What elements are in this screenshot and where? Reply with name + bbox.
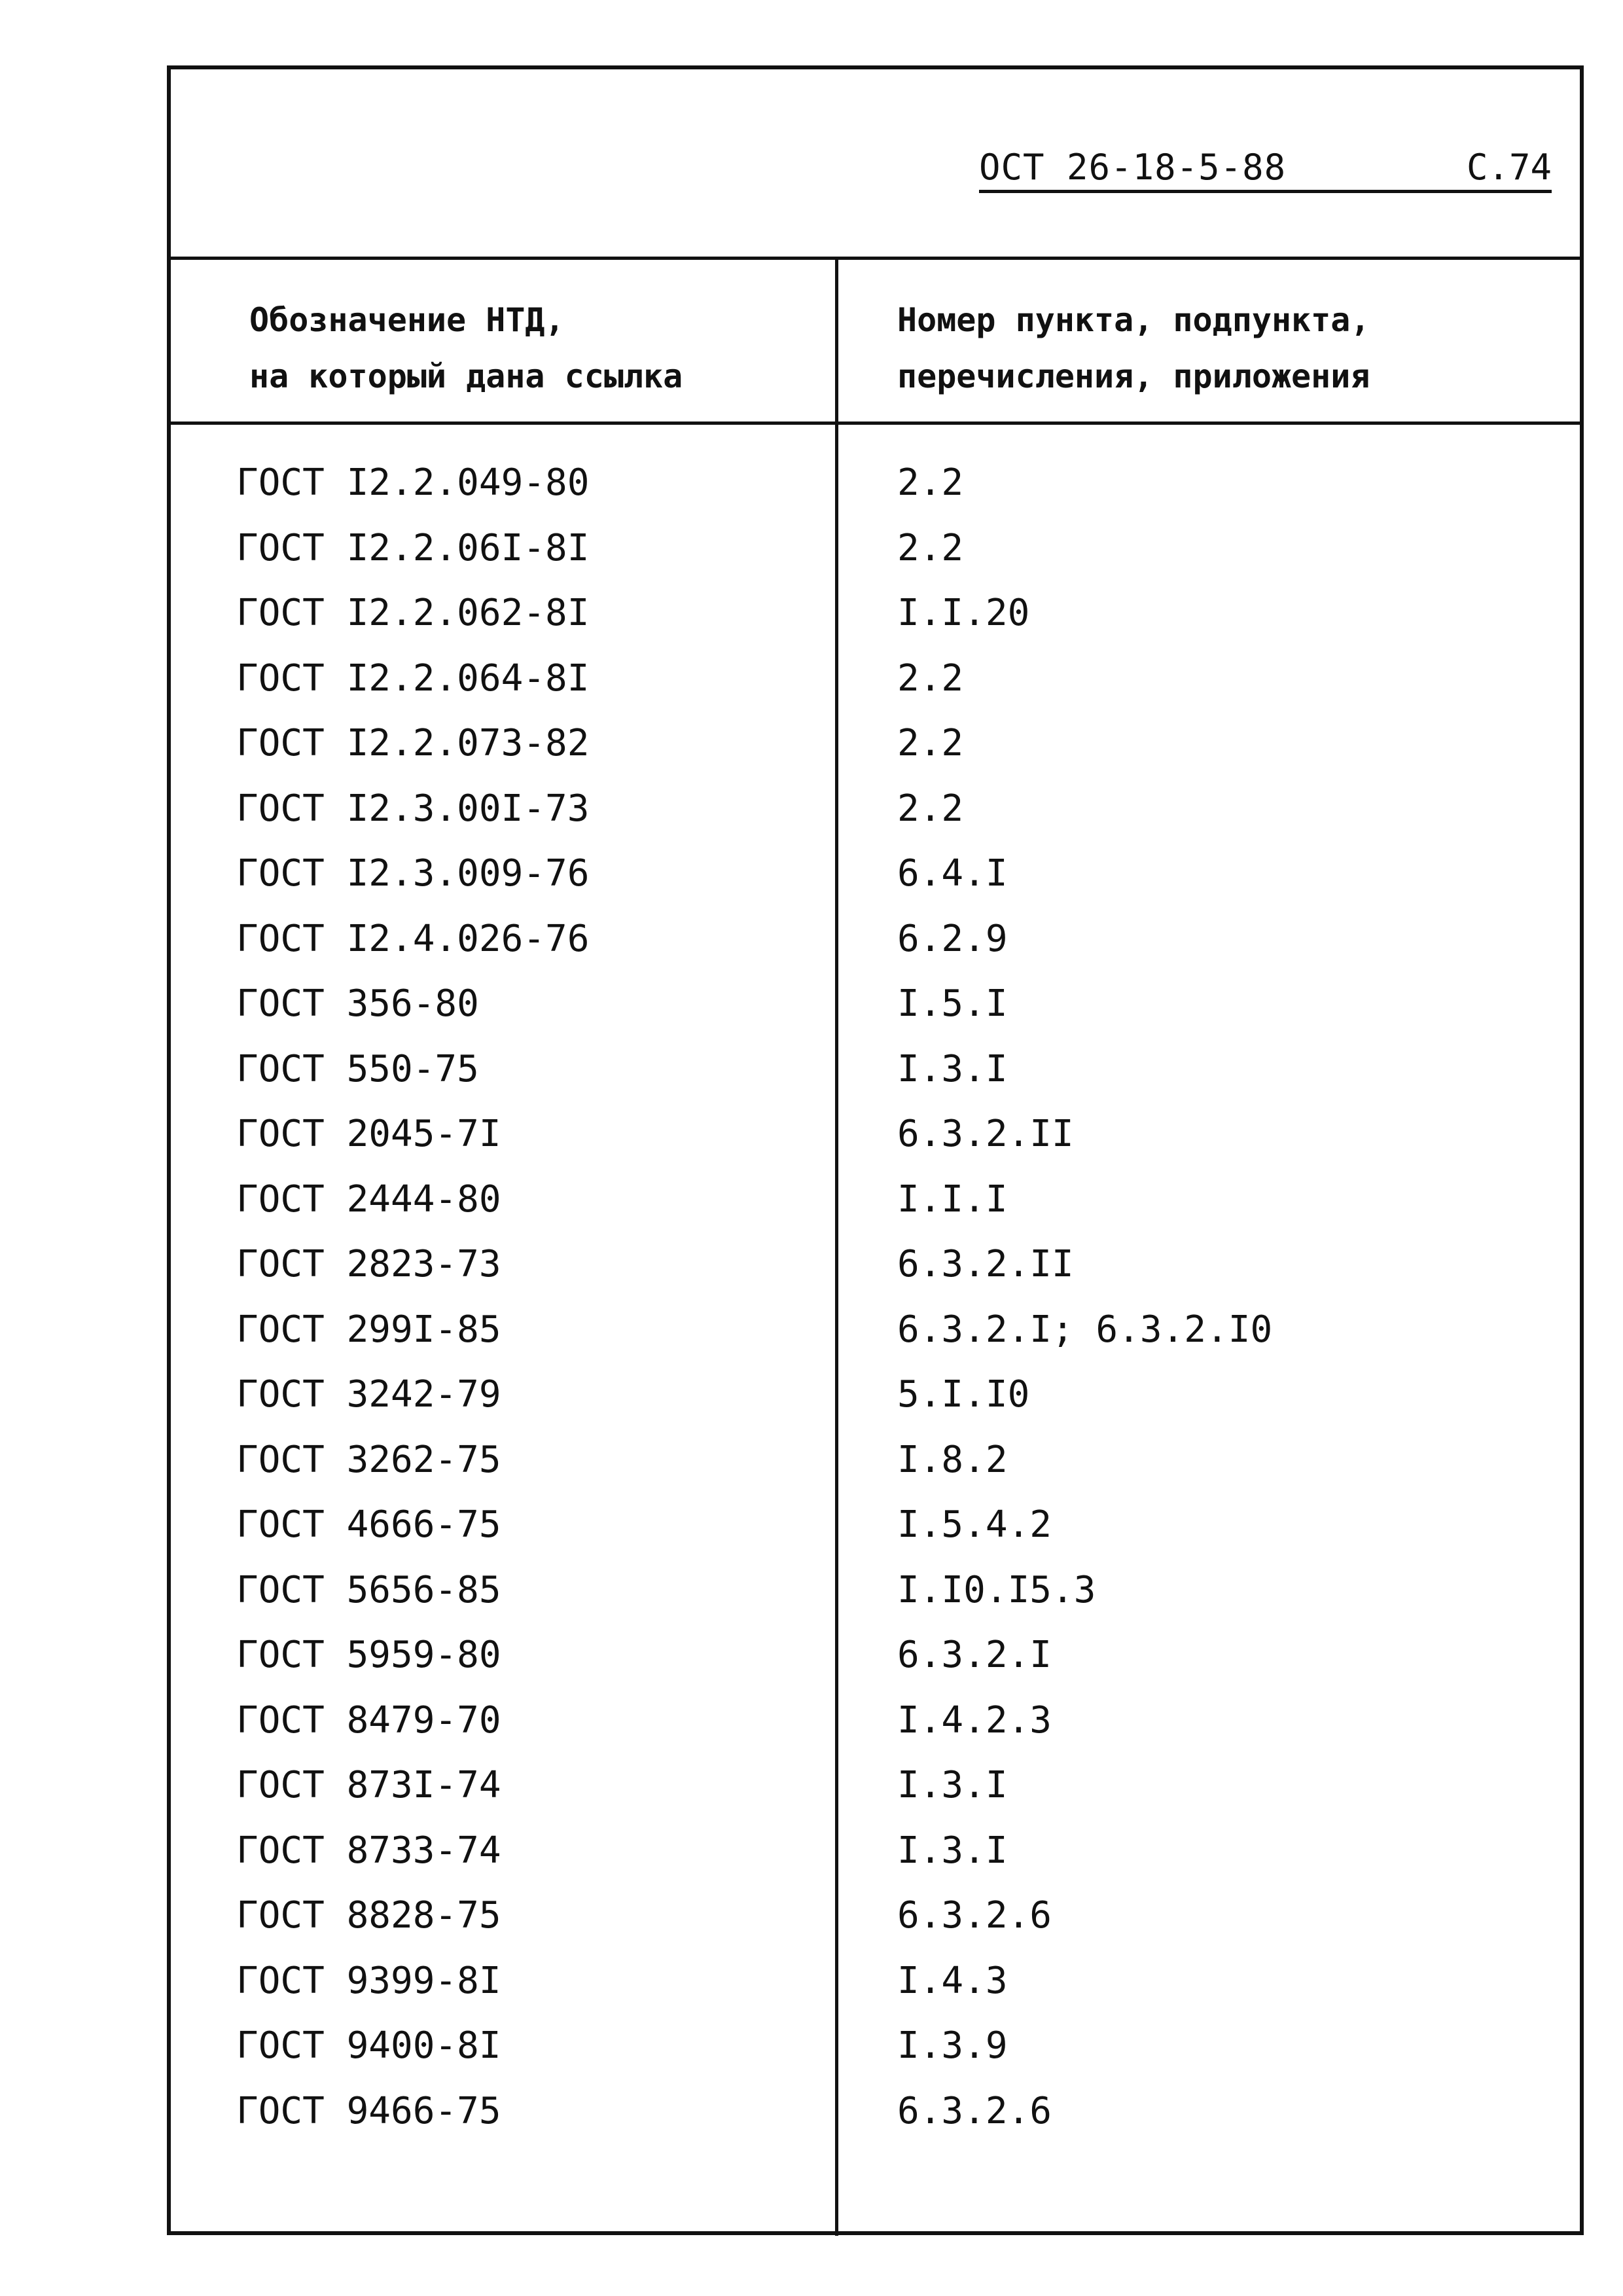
- reference-document: ГОСТ 5656-85: [236, 1568, 501, 1611]
- column-header-clause-line-1: Номер пункта, подпункта,: [897, 301, 1370, 339]
- table-row: [171, 1238, 1580, 1304]
- table-row: [171, 1174, 1580, 1239]
- reference-document: ГОСТ I2.3.009-76: [236, 852, 590, 895]
- reference-document: ГОСТ 4666-75: [236, 1503, 501, 1546]
- table-row: [171, 1695, 1580, 1760]
- reference-document: ГОСТ I2.2.049-80: [236, 461, 590, 504]
- clause-number: 6.4.I: [897, 852, 1008, 895]
- clause-number: 2.2: [897, 722, 964, 764]
- table-row: [171, 913, 1580, 978]
- reference-document: ГОСТ 2823-73: [236, 1243, 501, 1285]
- column-header-reference: [249, 292, 683, 404]
- clause-number: I.3.I: [897, 1829, 1008, 1872]
- clause-number: 6.2.9: [897, 917, 1008, 960]
- reference-document: ГОСТ 2045-7I: [236, 1113, 501, 1155]
- column-header-clause: [897, 292, 1370, 404]
- reference-document: ГОСТ 9400-8I: [236, 2024, 501, 2067]
- column-header-reference-line-2: на который дана ссылка: [249, 357, 683, 395]
- reference-document: ГОСТ 299I-85: [236, 1308, 501, 1351]
- table-row: [171, 1499, 1580, 1564]
- table-row: [171, 653, 1580, 718]
- table-row: [171, 1434, 1580, 1499]
- clause-number: I.3.I: [897, 1047, 1008, 1090]
- document-code: ОСТ 26-18-5-88: [979, 148, 1463, 193]
- table-row: [171, 2020, 1580, 2085]
- clause-number: 2.2: [897, 656, 964, 700]
- table-row: [171, 1108, 1580, 1174]
- reference-document: ГОСТ 9399-8I: [236, 1959, 501, 2002]
- clause-number: I.3.I: [897, 1764, 1008, 1806]
- page-header: [171, 69, 1580, 260]
- table-row: [171, 978, 1580, 1043]
- table-body: [171, 457, 1580, 2150]
- table-row: [171, 848, 1580, 913]
- clause-number: I.8.2: [897, 1438, 1008, 1481]
- reference-document: ГОСТ 550-75: [236, 1047, 479, 1090]
- table-row: [171, 1564, 1580, 1630]
- table-row: [171, 1890, 1580, 1955]
- reference-document: ГОСТ I2.3.00I-73: [236, 787, 590, 830]
- clause-number: I.5.4.2: [897, 1503, 1052, 1546]
- clause-number: 6.3.2.6: [897, 2089, 1052, 2132]
- table-row: [171, 587, 1580, 653]
- table-row: [171, 522, 1580, 588]
- reference-document: ГОСТ I2.2.06I-8I: [236, 526, 590, 569]
- table-row: [171, 717, 1580, 783]
- reference-document: ГОСТ I2.2.062-8I: [236, 592, 590, 634]
- clause-number: 6.3.2.II: [897, 1113, 1074, 1155]
- table-row: [171, 1955, 1580, 2020]
- column-header-clause-line-2: перечисления, приложения: [897, 357, 1370, 395]
- reference-document: ГОСТ 8479-70: [236, 1698, 501, 1742]
- clause-number: I.3.9: [897, 2024, 1008, 2067]
- clause-number: 6.3.2.I: [897, 1634, 1052, 1676]
- table-row: [171, 1629, 1580, 1695]
- table-row: [171, 1369, 1580, 1434]
- clause-number: 2.2: [897, 461, 964, 504]
- column-header-reference-line-1: Обозначение НТД,: [249, 301, 565, 339]
- clause-number: I.I.20: [897, 592, 1030, 634]
- clause-number: I.4.3: [897, 1959, 1008, 2002]
- reference-document: ГОСТ 8733-74: [236, 1829, 501, 1872]
- clause-number: 2.2: [897, 787, 964, 830]
- header-rule: [171, 257, 1580, 260]
- reference-document: ГОСТ 356-80: [236, 982, 479, 1025]
- reference-document: ГОСТ 3262-75: [236, 1438, 501, 1481]
- table-row: [171, 1825, 1580, 1890]
- clause-number: I.I0.I5.3: [897, 1568, 1096, 1611]
- reference-document: ГОСТ 5959-80: [236, 1634, 501, 1676]
- clause-number: 6.3.2.6: [897, 1894, 1052, 1937]
- clause-number: 6.3.2.I; 6.3.2.I0: [897, 1308, 1273, 1351]
- clause-number: 5.I.I0: [897, 1373, 1030, 1416]
- page-number: С.74: [1454, 148, 1552, 193]
- document-frame: [167, 65, 1584, 2235]
- table-header-rule: [171, 422, 1580, 425]
- reference-document: ГОСТ I2.4.026-76: [236, 917, 590, 960]
- table-row: [171, 457, 1580, 522]
- clause-number: 6.3.2.II: [897, 1243, 1074, 1285]
- table-row: [171, 1043, 1580, 1109]
- table-row: [171, 1304, 1580, 1369]
- table-row: [171, 783, 1580, 848]
- clause-number: I.5.I: [897, 982, 1008, 1025]
- reference-document: ГОСТ 9466-75: [236, 2089, 501, 2132]
- clause-number: I.4.2.3: [897, 1698, 1052, 1742]
- reference-document: ГОСТ 8828-75: [236, 1894, 501, 1937]
- reference-document: ГОСТ 873I-74: [236, 1764, 501, 1806]
- table-row: [171, 1759, 1580, 1825]
- clause-number: I.I.I: [897, 1177, 1008, 1221]
- reference-document: ГОСТ 2444-80: [236, 1177, 501, 1221]
- reference-document: ГОСТ I2.2.073-82: [236, 722, 590, 764]
- reference-document: ГОСТ I2.2.064-8I: [236, 656, 590, 700]
- reference-document: ГОСТ 3242-79: [236, 1373, 501, 1416]
- table-row: [171, 2085, 1580, 2151]
- clause-number: 2.2: [897, 526, 964, 569]
